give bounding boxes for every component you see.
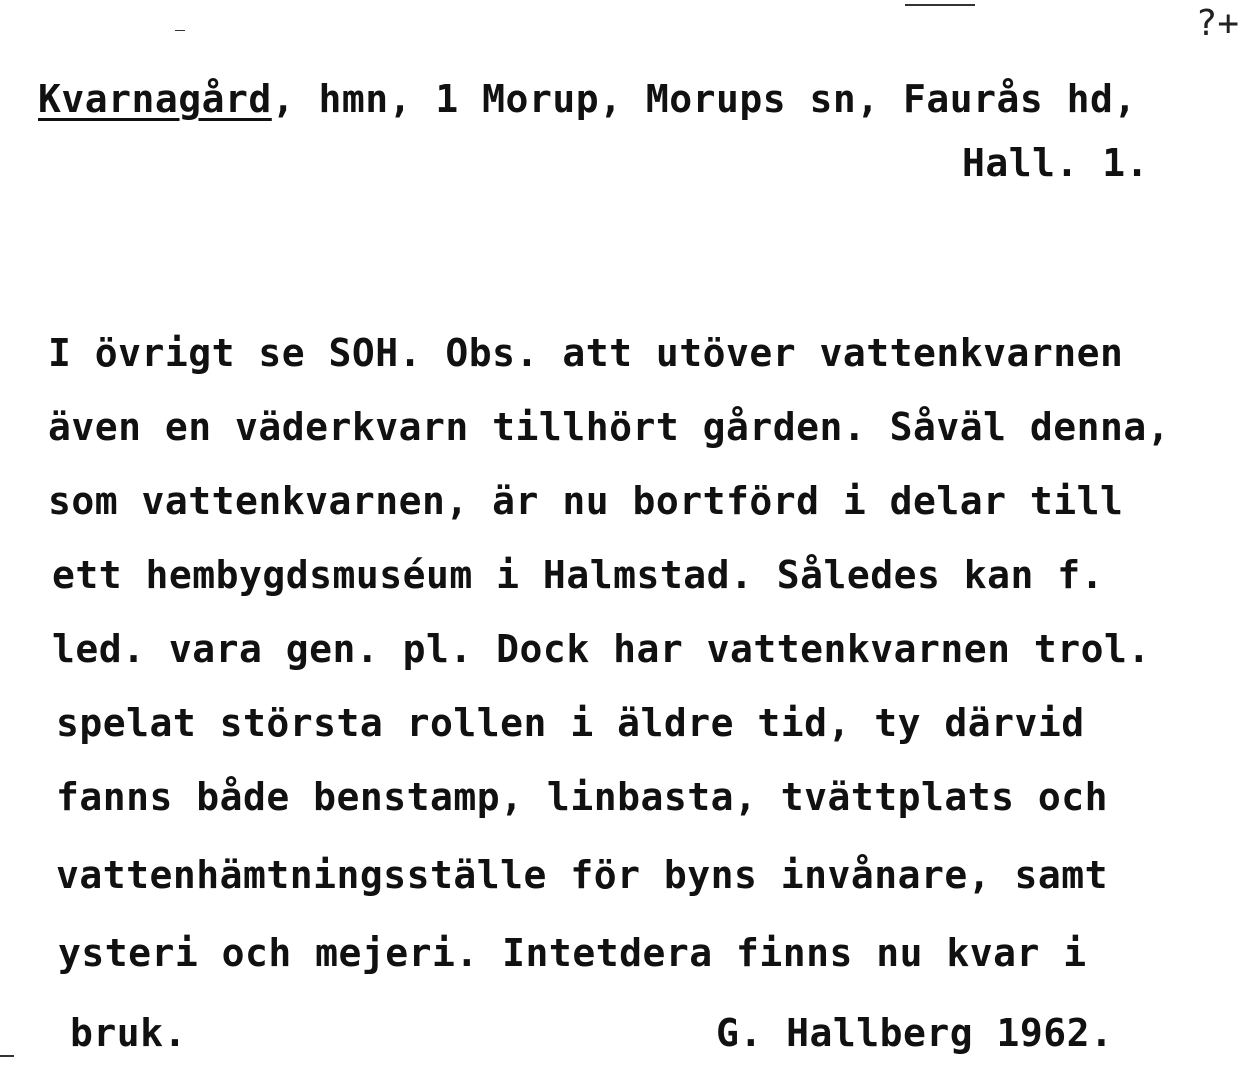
body-line: fanns både benstamp, linbasta, tvättplats och (56, 775, 1109, 819)
body-line: även en väderkvarn tillhört gården. Såväl denna, (48, 405, 1171, 449)
scan-speck (175, 30, 185, 31)
body-line: som vattenkvarnen, är nu bortförd i delar till (48, 479, 1124, 523)
scan-speck (0, 1055, 14, 1057)
header-details: , hmn, 1 Morup, Morups sn, Faurås hd, (271, 77, 1137, 121)
body-line: ett hembygdsmuséum i Halmstad. Således kan f. (52, 553, 1105, 597)
signature: G. Hallberg 1962. (716, 1011, 1114, 1055)
header-line-2: Hall. 1. (962, 141, 1150, 185)
header-line-1 (38, 76, 1137, 122)
body-line: led. vara gen. pl. Dock har vattenkvarnen trol. (52, 627, 1151, 671)
body-line: vattenhämtningsställe för byns invånare, samt (56, 853, 1109, 897)
body-line: I övrigt se SOH. Obs. att utöver vattenkvarnen (48, 331, 1124, 375)
body-line: ysteri och mejeri. Intetdera finns nu kvar i (58, 931, 1087, 975)
corner-annotation: ?+ (1195, 3, 1239, 44)
body-line: spelat största rollen i äldre tid, ty därvid (56, 701, 1085, 745)
scan-speck (905, 4, 975, 6)
headword: Kvarnagård (38, 77, 272, 121)
closing-word: bruk. (70, 1011, 187, 1055)
